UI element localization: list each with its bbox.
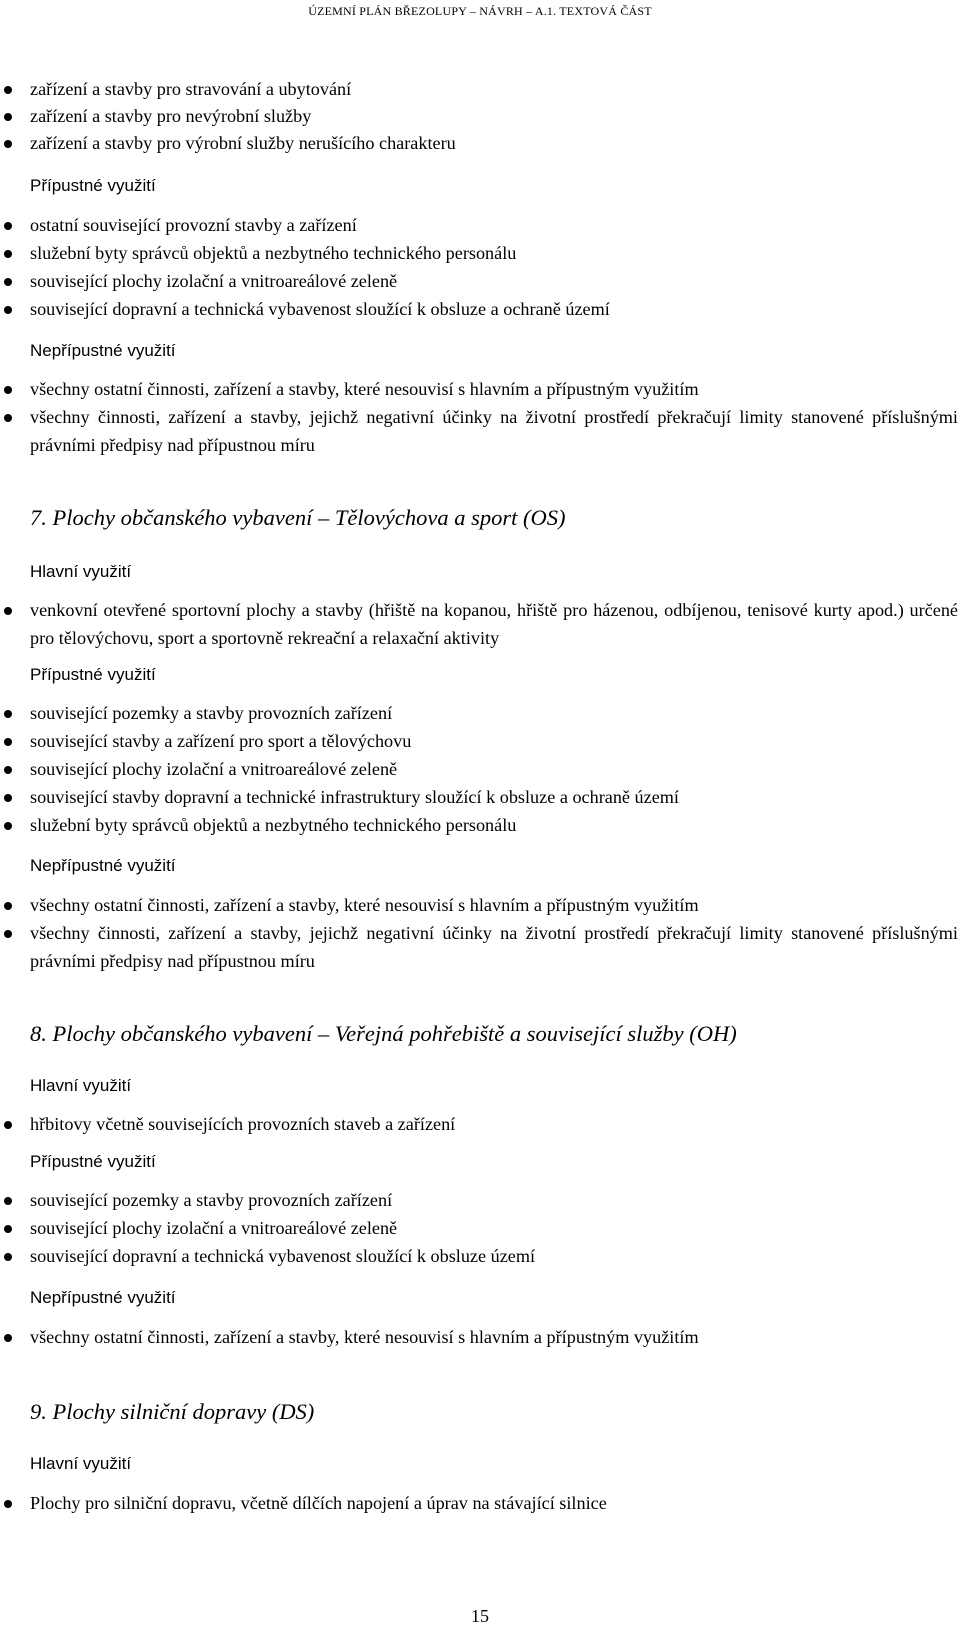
bullet-icon bbox=[4, 86, 12, 94]
bullet-icon bbox=[4, 1121, 12, 1129]
list-item bbox=[30, 1111, 958, 1139]
bullet-icon bbox=[4, 140, 12, 148]
bullet-icon bbox=[4, 222, 12, 230]
list-item bbox=[30, 812, 958, 840]
page-header: ÚZEMNÍ PLÁN BŘEZOLUPY – NÁVRH – A.1. TEXTOVÁ ČÁST bbox=[308, 4, 652, 18]
list-item bbox=[30, 1243, 958, 1271]
list-item-text: všechny činnosti, zařízení a stavby, jejichž negativní účinky na životní prostředí překračují limity stanovené příslušnými právními předpisy nad přípustnou míru bbox=[30, 923, 958, 971]
list-item-text: venkovní otevřené sportovní plochy a stavby (hřiště na kopanou, hřiště pro házenou, odbíjenou, tenisové kurty apod.) určené pro tělovýchovu, sport a sportovně rekreační a relaxační aktivity bbox=[30, 600, 958, 648]
section-title: 8. Plochy občanského vybavení – Veřejná pohřebiště a související služby (OH) bbox=[30, 1021, 737, 1046]
bullet-icon bbox=[4, 822, 12, 830]
bullet-icon bbox=[4, 113, 12, 121]
subheading: Přípustné využití bbox=[30, 176, 156, 195]
list-item-text: zařízení a stavby pro stravování a ubytování bbox=[30, 79, 352, 99]
list-item bbox=[30, 404, 958, 459]
list-item-text: související dopravní a technická vybavenost sloužící k obsluze území bbox=[30, 1246, 536, 1266]
bullet-icon bbox=[4, 414, 12, 422]
list-item bbox=[30, 1215, 958, 1243]
list-item-text: související stavby a zařízení pro sport a tělovýchovu bbox=[30, 731, 412, 751]
bullet-icon bbox=[4, 738, 12, 746]
list-item bbox=[30, 597, 958, 652]
list-item-text: zařízení a stavby pro výrobní služby nerušícího charakteru bbox=[30, 133, 456, 153]
list-item-text: služební byty správců objektů a nezbytného technického personálu bbox=[30, 815, 517, 835]
list-item bbox=[30, 212, 958, 240]
subheading: Nepřípustné využití bbox=[30, 856, 176, 875]
bullet-icon bbox=[4, 607, 12, 615]
list-item-text: související pozemky a stavby provozních zařízení bbox=[30, 1190, 393, 1210]
bullet-icon bbox=[4, 1253, 12, 1261]
list-item bbox=[30, 268, 958, 296]
list-item bbox=[30, 700, 958, 728]
list-item bbox=[30, 130, 958, 158]
bullet-icon bbox=[4, 710, 12, 718]
list-item-text: všechny ostatní činnosti, zařízení a stavby, které nesouvisí s hlavním a přípustným využitím bbox=[30, 1327, 699, 1347]
subheading: Hlavní využití bbox=[30, 1076, 132, 1095]
list-item bbox=[30, 728, 958, 756]
list-item-text: všechny činnosti, zařízení a stavby, jejichž negativní účinky na životní prostředí překračují limity stanovené příslušnými právními předpisy nad přípustnou míru bbox=[30, 407, 958, 455]
bullet-icon bbox=[4, 1225, 12, 1233]
subheading: Hlavní využití bbox=[30, 562, 132, 581]
section-title: 7. Plochy občanského vybavení – Tělovýchova a sport (OS) bbox=[30, 505, 566, 530]
list-item bbox=[30, 756, 958, 784]
bullet-icon bbox=[4, 794, 12, 802]
subheading: Nepřípustné využití bbox=[30, 1288, 176, 1307]
list-item bbox=[30, 240, 958, 268]
section-title: 9. Plochy silniční dopravy (DS) bbox=[30, 1399, 315, 1424]
list-item-text: související stavby dopravní a technické infrastruktury sloužící k obsluze a ochraně území bbox=[30, 787, 679, 807]
subheading: Nepřípustné využití bbox=[30, 341, 176, 360]
list-item bbox=[30, 1187, 958, 1215]
list-item-text: všechny ostatní činnosti, zařízení a stavby, které nesouvisí s hlavním a přípustným využitím bbox=[30, 895, 699, 915]
bullet-icon bbox=[4, 1334, 12, 1342]
list-item-text: související plochy izolační a vnitroareálové zeleně bbox=[30, 1218, 398, 1238]
list-item bbox=[30, 1324, 958, 1352]
list-item-text: související pozemky a stavby provozních zařízení bbox=[30, 703, 393, 723]
bullet-icon bbox=[4, 766, 12, 774]
list-item bbox=[30, 103, 958, 131]
subheading: Hlavní využití bbox=[30, 1454, 132, 1473]
list-item-text: ostatní související provozní stavby a zařízení bbox=[30, 215, 357, 235]
list-item bbox=[30, 76, 958, 104]
bullet-icon bbox=[4, 386, 12, 394]
list-item bbox=[30, 784, 958, 812]
bullet-icon bbox=[4, 1197, 12, 1205]
list-item bbox=[30, 920, 958, 975]
list-item-text: Plochy pro silniční dopravu, včetně dílčích napojení a úprav na stávající silnice bbox=[30, 1493, 607, 1513]
bullet-icon bbox=[4, 902, 12, 910]
bullet-icon bbox=[4, 278, 12, 286]
list-item-text: hřbitovy včetně souvisejících provozních staveb a zařízení bbox=[30, 1114, 456, 1134]
list-item-text: související plochy izolační a vnitroareálové zeleně bbox=[30, 759, 398, 779]
list-item-text: služební byty správců objektů a nezbytného technického personálu bbox=[30, 243, 517, 263]
list-item-text: všechny ostatní činnosti, zařízení a stavby, které nesouvisí s hlavním a přípustným využitím bbox=[30, 379, 699, 399]
list-item-text: související dopravní a technická vybavenost sloužící k obsluze a ochraně území bbox=[30, 299, 610, 319]
list-item-text: zařízení a stavby pro nevýrobní služby bbox=[30, 106, 312, 126]
bullet-icon bbox=[4, 250, 12, 258]
page-number: 15 bbox=[471, 1606, 489, 1626]
bullet-icon bbox=[4, 306, 12, 314]
subheading: Přípustné využití bbox=[30, 665, 156, 684]
list-item bbox=[30, 892, 958, 920]
list-item bbox=[30, 1490, 958, 1518]
bullet-icon bbox=[4, 1500, 12, 1508]
bullet-icon bbox=[4, 930, 12, 938]
list-item bbox=[30, 376, 958, 404]
subheading: Přípustné využití bbox=[30, 1152, 156, 1171]
list-item-text: související plochy izolační a vnitroareálové zeleně bbox=[30, 271, 398, 291]
list-item bbox=[30, 296, 958, 324]
